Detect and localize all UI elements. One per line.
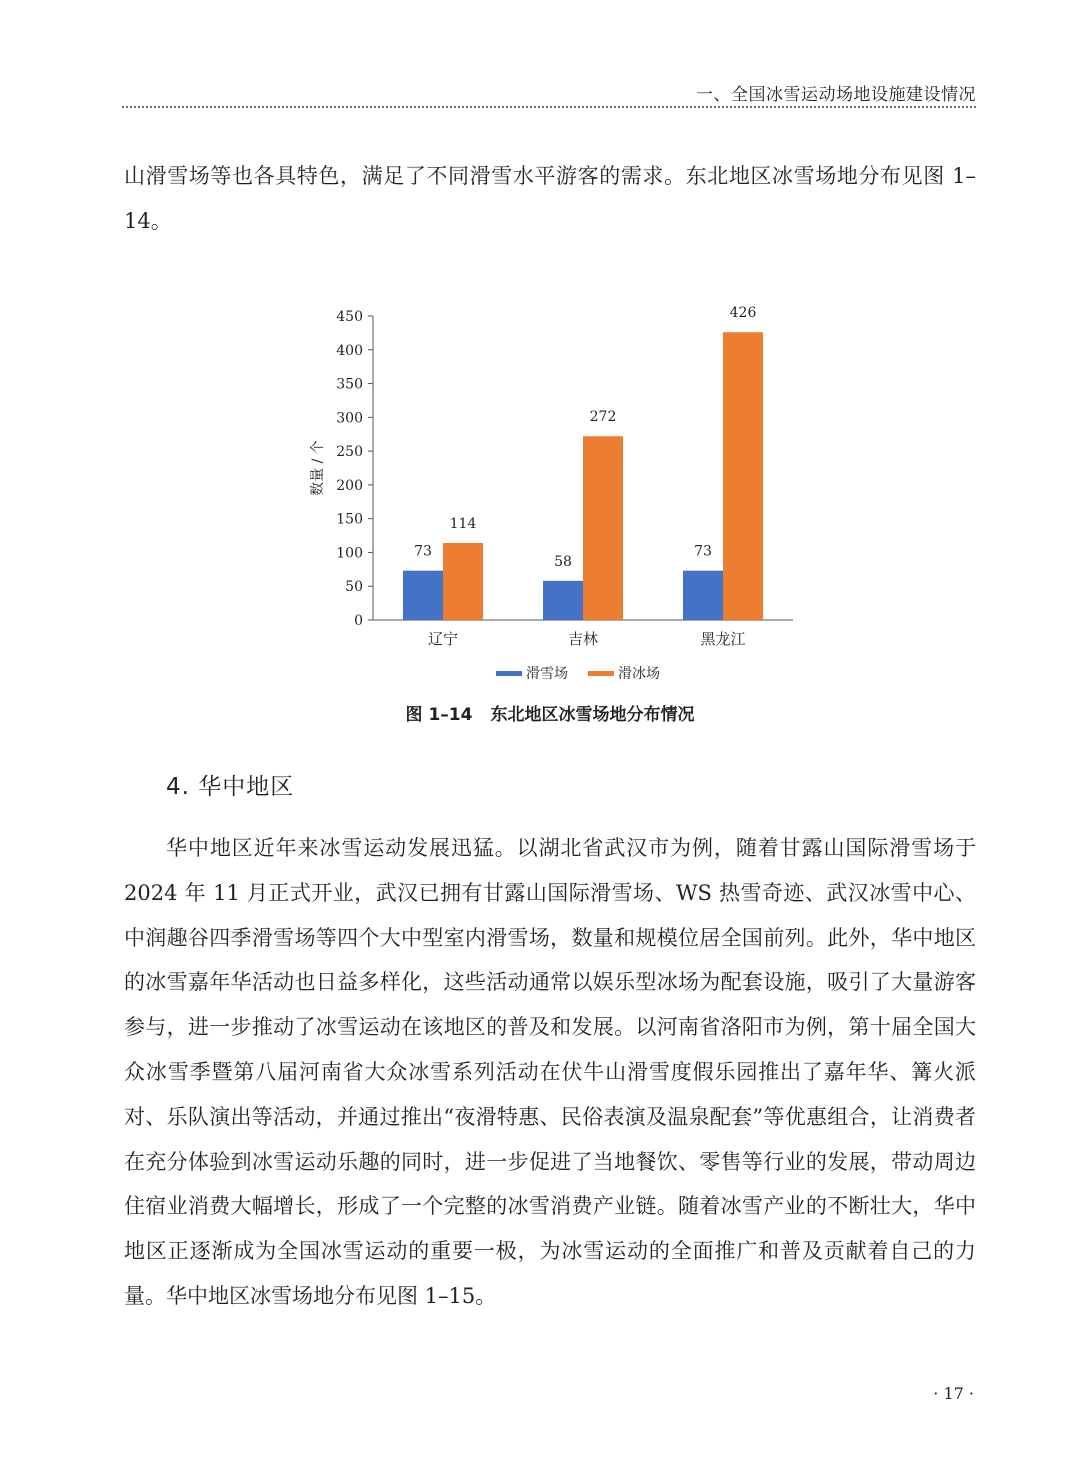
running-header: 一、全国冰雪运动场地设施建设情况 [696, 85, 976, 105]
figure-caption [0, 700, 1080, 725]
x-tick-label: 黑龙江 [700, 630, 746, 648]
bar [443, 543, 483, 620]
bar-chart [300, 296, 820, 696]
y-tick-label: 100 [336, 545, 363, 562]
page-number: · 17 · [933, 1384, 974, 1403]
x-axis-labels [428, 630, 746, 648]
bar-value-label: 73 [414, 543, 432, 560]
body-paragraph-1: 山滑雪场等也各具特色，满足了不同滑雪水平游客的需求。东北地区冰雪场地分布见图 1–14。 [124, 164, 976, 233]
header-divider [122, 106, 976, 108]
x-tick-label: 吉林 [567, 630, 599, 648]
bar [543, 581, 583, 620]
legend-swatch [496, 671, 522, 676]
y-axis-label: 数量 / 个 [310, 440, 326, 496]
bar [683, 571, 723, 620]
figure-title: 东北地区冰雪场地分布情况 [490, 705, 695, 725]
y-tick-label: 50 [345, 579, 363, 596]
y-tick-label: 450 [336, 309, 363, 325]
y-tick-label: 400 [336, 342, 363, 359]
bar [583, 436, 623, 620]
y-tick-label: 350 [336, 376, 363, 393]
y-tick-label: 0 [354, 613, 363, 629]
legend-label: 滑冰场 [618, 666, 660, 682]
legend-swatch [588, 671, 614, 676]
bar-value-label: 272 [589, 409, 617, 426]
y-tick-label: 300 [336, 410, 363, 427]
x-tick-label: 辽宁 [427, 630, 459, 648]
figure-number: 图 1–14 [405, 705, 473, 725]
section-heading: 4. 华中地区 [166, 774, 295, 800]
y-tick-label: 150 [336, 511, 363, 528]
bar-value-label: 73 [694, 543, 712, 560]
bar [723, 332, 763, 620]
y-tick-label: 200 [336, 477, 363, 494]
bar-value-label: 114 [449, 515, 477, 532]
bar [403, 571, 443, 620]
y-tick-label: 250 [336, 444, 363, 461]
bar-value-label: 58 [554, 553, 572, 570]
body-paragraph-2: 华中地区近年来冰雪运动发展迅猛。以湖北省武汉市为例，随着甘露山国际滑雪场于 2024 年 11 月正式开业，武汉已拥有甘露山国际滑雪场、WS 热雪奇迹、武汉冰雪中心、中润趣谷四季滑雪场等四个大中型室内滑雪场，数量和规模位居全国前列。此外，华中地区的冰雪嘉年华活动也日益多样化，这些活动通常以娱乐型冰场为配套设施，吸引了大量游客参与，进一步推动了冰雪运动在该地区的普及和发展。以河南省洛阳市为例，第十届全国大众冰雪季暨第八届河南省大众冰雪系列活动在伏牛山滑雪度假乐园推出了嘉年华、篝火派对、乐队演出等活动，并通过推出“夜滑特惠、民俗表演及温泉配套”等优惠组合，让消费者在充分体验到冰雪运动乐趣的同时，进一步促进了当地餐饮、零售等行业的发展，带动周边住宿业消费大幅增长，形成了一个完整的冰雪消费产业链。随着冰雪产业的不断壮大，华中地区正逐渐成为全国冰雪运动的重要一极，为冰雪运动的全面推广和普及贡献着自己的力量。华中地区冰雪场地分布见图 1–15。 [124, 836, 976, 1308]
legend-label: 滑雪场 [526, 666, 568, 682]
bars-group [403, 305, 763, 620]
y-axis-ticks [336, 309, 373, 629]
bar-value-label: 426 [729, 305, 757, 322]
chart-legend [496, 665, 660, 682]
